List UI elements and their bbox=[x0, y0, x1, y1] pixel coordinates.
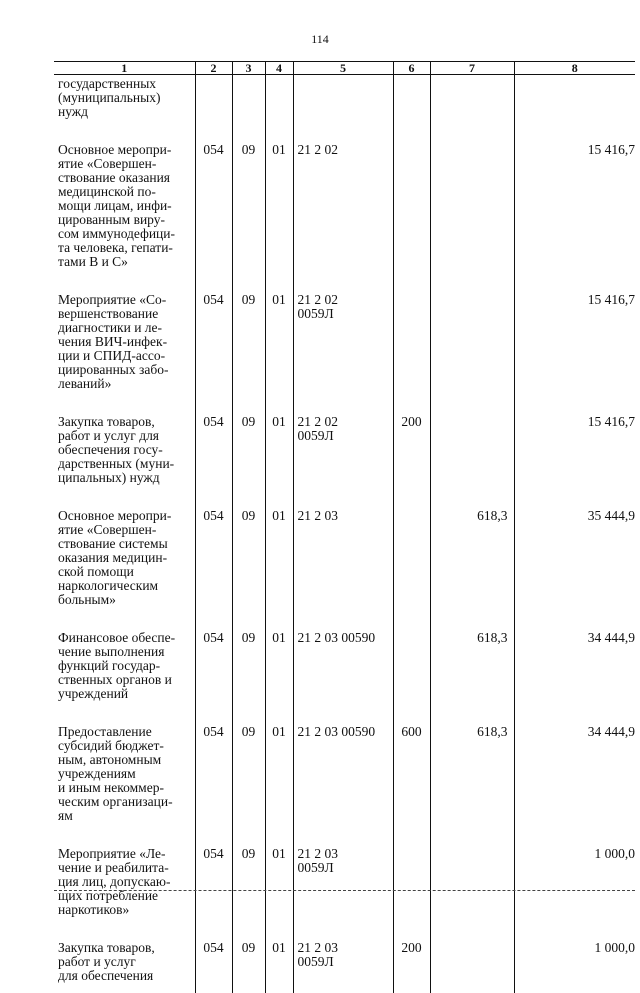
row-code-section: 09 bbox=[241, 940, 256, 955]
row-code-section: 09 bbox=[241, 142, 256, 157]
header-col-6: 6 bbox=[393, 62, 430, 75]
row-code-section: 09 bbox=[241, 846, 256, 861]
row-code-ministry: 054 bbox=[203, 630, 224, 645]
row-code-section: 09 bbox=[241, 292, 256, 307]
row-name: Основное меропри- ятие «Совершен- ствование оказания медицинской по- мощи лицам, инфи- цированным виру- сом иммунодефици- та человека, гепати- тами В и С» bbox=[58, 142, 175, 269]
page-number: 114 bbox=[311, 32, 329, 46]
row-code-target: 21 2 03 0059Л bbox=[297, 940, 338, 969]
row-code-subsection: 01 bbox=[272, 630, 286, 645]
row-amount-col8: 1 000,0 bbox=[594, 940, 635, 955]
row-amount-col8: 1 000,0 bbox=[594, 846, 635, 861]
table-row bbox=[54, 927, 635, 993]
table-header-row bbox=[54, 62, 635, 75]
row-name: Финансовое обеспе- чение выполнения функций государ- ственных органов и учреждений bbox=[58, 630, 176, 701]
row-code-subsection: 01 bbox=[272, 142, 286, 157]
row-name: Закупка товаров, работ и услуг для обеспечения bbox=[58, 940, 155, 983]
budget-table bbox=[54, 61, 635, 993]
row-code-subsection: 01 bbox=[272, 940, 286, 955]
header-col-2: 2 bbox=[195, 62, 232, 75]
row-code-ministry: 054 bbox=[203, 508, 224, 523]
row-code-target: 21 2 02 bbox=[297, 142, 338, 157]
row-amount-col8: 35 444,9 bbox=[587, 508, 635, 523]
row-code-ministry: 054 bbox=[203, 142, 224, 157]
table-row bbox=[54, 617, 635, 711]
table-row bbox=[54, 75, 635, 130]
page-bottom-divider bbox=[54, 890, 635, 891]
row-amount-col7: 618,3 bbox=[477, 508, 508, 523]
row-code-expense-type: 200 bbox=[401, 414, 422, 429]
row-code-target: 21 2 03 bbox=[297, 508, 338, 523]
row-code-subsection: 01 bbox=[272, 414, 286, 429]
row-name: Мероприятие «Со- вершенствование диагностики и ле- чения ВИЧ-инфек- ции и СПИД-ассо- циированных забо- леваний» bbox=[58, 292, 169, 391]
row-code-target: 21 2 02 0059Л bbox=[297, 414, 338, 443]
row-name: Основное меропри- ятие «Совершен- ствование системы оказания медицин- ской помощи наркологическим больным» bbox=[58, 508, 172, 607]
row-code-ministry: 054 bbox=[203, 940, 224, 955]
row-name: Предоставление субсидий бюджет- ным, автономным учреждениям и иным некоммер- ческим организаци- ям bbox=[58, 724, 173, 823]
header-col-8: 8 bbox=[514, 62, 635, 75]
table-row bbox=[54, 129, 635, 279]
table-row bbox=[54, 401, 635, 495]
table-row bbox=[54, 833, 635, 927]
row-amount-col8: 15 416,7 bbox=[587, 142, 635, 157]
header-col-4: 4 bbox=[265, 62, 293, 75]
row-code-section: 09 bbox=[241, 508, 256, 523]
header-col-7: 7 bbox=[430, 62, 514, 75]
row-code-target: 21 2 03 00590 bbox=[297, 724, 376, 739]
row-code-section: 09 bbox=[241, 414, 256, 429]
row-code-target: 21 2 03 0059Л bbox=[297, 846, 338, 875]
row-code-section: 09 bbox=[241, 630, 256, 645]
row-amount-col7: 618,3 bbox=[477, 630, 508, 645]
row-code-section: 09 bbox=[241, 724, 256, 739]
row-code-ministry: 054 bbox=[203, 846, 224, 861]
table-row bbox=[54, 711, 635, 833]
row-code-subsection: 01 bbox=[272, 724, 286, 739]
row-code-ministry: 054 bbox=[203, 292, 224, 307]
row-code-subsection: 01 bbox=[272, 846, 286, 861]
row-code-target: 21 2 02 0059Л bbox=[297, 292, 338, 321]
row-amount-col8: 34 444,9 bbox=[587, 724, 635, 739]
row-amount-col8: 15 416,7 bbox=[587, 414, 635, 429]
row-amount-col8: 15 416,7 bbox=[587, 292, 635, 307]
table-row bbox=[54, 279, 635, 401]
row-code-subsection: 01 bbox=[272, 292, 286, 307]
row-name: государственных (муниципальных) нужд bbox=[58, 76, 161, 119]
row-code-subsection: 01 bbox=[272, 508, 286, 523]
row-code-expense-type: 600 bbox=[401, 724, 422, 739]
row-code-target: 21 2 03 00590 bbox=[297, 630, 376, 645]
row-name: Закупка товаров, работ и услуг для обеспечения госу- дарственных (муни- ципальных) нужд bbox=[58, 414, 175, 485]
header-col-1: 1 bbox=[54, 62, 195, 75]
row-amount-col7: 618,3 bbox=[477, 724, 508, 739]
row-name: Мероприятие «Ле- чение и реабилита- ция лиц, допускаю- щих потребление наркотиков» bbox=[58, 846, 171, 917]
row-code-expense-type: 200 bbox=[401, 940, 422, 955]
row-amount-col8: 34 444,9 bbox=[587, 630, 635, 645]
header-col-3: 3 bbox=[232, 62, 265, 75]
table-row bbox=[54, 495, 635, 617]
row-code-ministry: 054 bbox=[203, 724, 224, 739]
row-code-ministry: 054 bbox=[203, 414, 224, 429]
header-col-5: 5 bbox=[293, 62, 393, 75]
